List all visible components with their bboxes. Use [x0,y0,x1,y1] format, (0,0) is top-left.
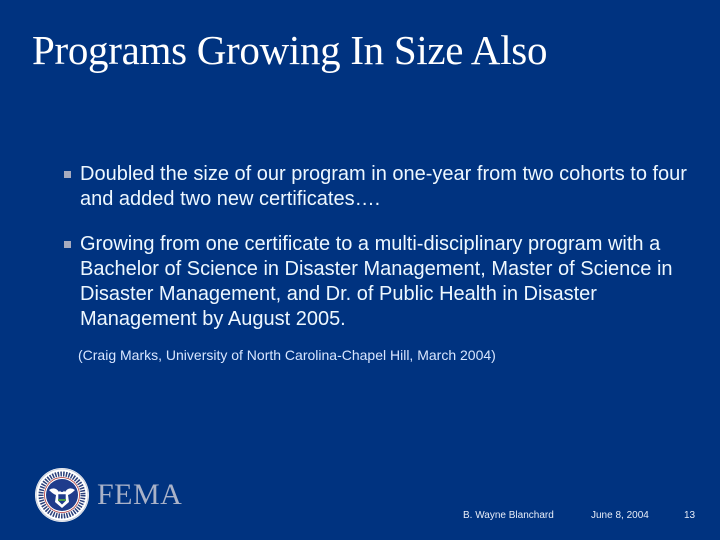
fema-logo [35,468,182,522]
bullet-list [62,162,702,352]
bullet-item [62,162,702,212]
page-number: 13 [684,510,696,521]
fema-wordmark: FEMA [97,478,183,511]
square-bullet-icon [64,171,71,178]
bullet-text: Doubled the size of our program in one-year from two cohorts to four and added two new certificates…. [80,163,687,210]
square-bullet-icon [64,241,71,248]
bullet-item [62,232,702,332]
slide-title: Programs Growing In Size Also [32,27,548,73]
footer-date: June 8, 2004 [591,510,649,521]
bullet-text: Growing from one certificate to a multi-disciplinary program with a Bachelor of Science in Disaster Management, Master of Science in Disaster Management, and Dr. of Public Health in Disaster Management by August 2005. [80,233,673,330]
footer-author: B. Wayne Blanchard [463,510,554,521]
citation: (Craig Marks, University of North Carolina-Chapel Hill, March 2004) [78,347,496,363]
dhs-seal-icon [35,468,89,522]
